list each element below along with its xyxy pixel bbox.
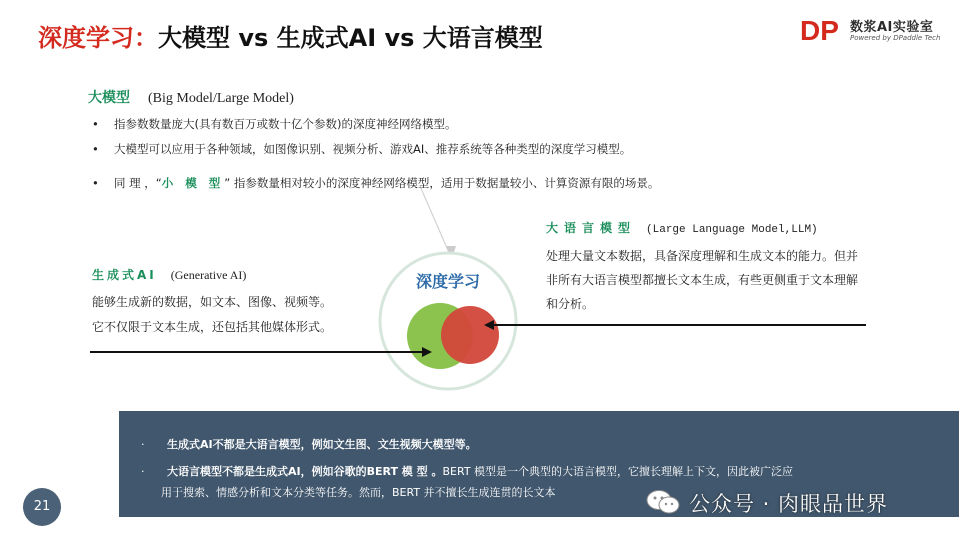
big-model-bullet-2 bbox=[92, 141, 631, 157]
svg-text:DP: DP bbox=[800, 15, 839, 44]
generative-ai-title: 生成式AI bbox=[92, 268, 157, 282]
pointer-line bbox=[420, 186, 450, 255]
bullet-dot: · bbox=[141, 438, 145, 451]
bullet-dot: • bbox=[92, 142, 99, 156]
generative-ai-line-1: 能够生成新的数据，如文本、图像、视频等。 bbox=[92, 295, 333, 309]
logo-tagline: Powered by DPaddle Tech bbox=[850, 34, 941, 42]
summary-line-2-rest: BERT 模型是一个典型的大语言模型，它擅长理解上下文，因此被广泛应 bbox=[442, 465, 794, 478]
small-model-prefix: 同 理 ，“ bbox=[114, 176, 162, 190]
llm-heading bbox=[546, 219, 818, 236]
big-model-bullet-1 bbox=[92, 116, 456, 132]
small-model-suffix: ” 指参数量相对较小的深度神经网络模型，适用于数据量较小、计算资源有限的场景。 bbox=[224, 176, 660, 190]
bullet-dot: • bbox=[92, 117, 99, 131]
title-main: 大模型 vs 生成式AI vs 大语言模型 bbox=[158, 24, 543, 52]
diagram-center-label: 深度学习 bbox=[415, 272, 481, 291]
generative-ai-description bbox=[92, 290, 392, 340]
small-model-bullet bbox=[92, 175, 659, 191]
title-prefix: 深度学习： bbox=[38, 24, 158, 52]
summary-line-1 bbox=[141, 436, 477, 452]
watermark bbox=[645, 484, 945, 518]
summary-line-1-text: 生成式AI不都是大语言模型，例如文生图、文生视频大模型等。 bbox=[167, 438, 477, 451]
small-model-term: 小 模 型 bbox=[161, 176, 225, 190]
bullet-dot: • bbox=[92, 176, 99, 190]
llm-circle bbox=[441, 306, 499, 364]
bullet-text: 指参数数量庞大(具有数百万或数十亿个参数)的深度神经网络模型。 bbox=[114, 117, 457, 131]
bullet-dot: · bbox=[141, 465, 145, 478]
generative-ai-heading bbox=[92, 266, 246, 283]
watermark-text: 公众号 · 肉眼品世界 bbox=[689, 492, 889, 516]
summary-line-2 bbox=[141, 463, 793, 479]
llm-description: 处理大量文本数据，具备深度理解和生成文本的能力。但并非所有大语言模型都擅长文本生成，有些更侧重于文本理解和分析。 bbox=[546, 249, 859, 311]
summary-line-3: 用于搜索、情感分析和文本分类等任务。然而，BERT 并不擅长生成连贯的长文本 bbox=[161, 486, 556, 499]
big-model-heading bbox=[88, 87, 294, 107]
big-model-title-en: (Big Model/Large Model) bbox=[148, 91, 294, 106]
generative-ai-title-en: (Generative AI) bbox=[170, 268, 247, 282]
llm-title-en: (Large Language Model,LLM) bbox=[646, 224, 818, 236]
generative-ai-line-2: 它不仅限于文本生成，还包括其他媒体形式。 bbox=[92, 320, 333, 334]
bullet-text: 大模型可以应用于各种领域，如图像识别、视频分析、游戏AI、推荐系统等各种类型的深度学习模型。 bbox=[114, 142, 632, 156]
page-number: 21 bbox=[23, 488, 61, 526]
big-model-title: 大模型 bbox=[88, 90, 130, 106]
summary-line-2-bold: 大语言模型不都是生成式AI，例如谷歌的BERT 模 型 。 bbox=[167, 465, 443, 478]
llm-title: 大语言模型 bbox=[546, 221, 637, 235]
wechat-icon bbox=[645, 489, 681, 515]
logo-name: 数浆AI实验室 bbox=[850, 20, 934, 35]
